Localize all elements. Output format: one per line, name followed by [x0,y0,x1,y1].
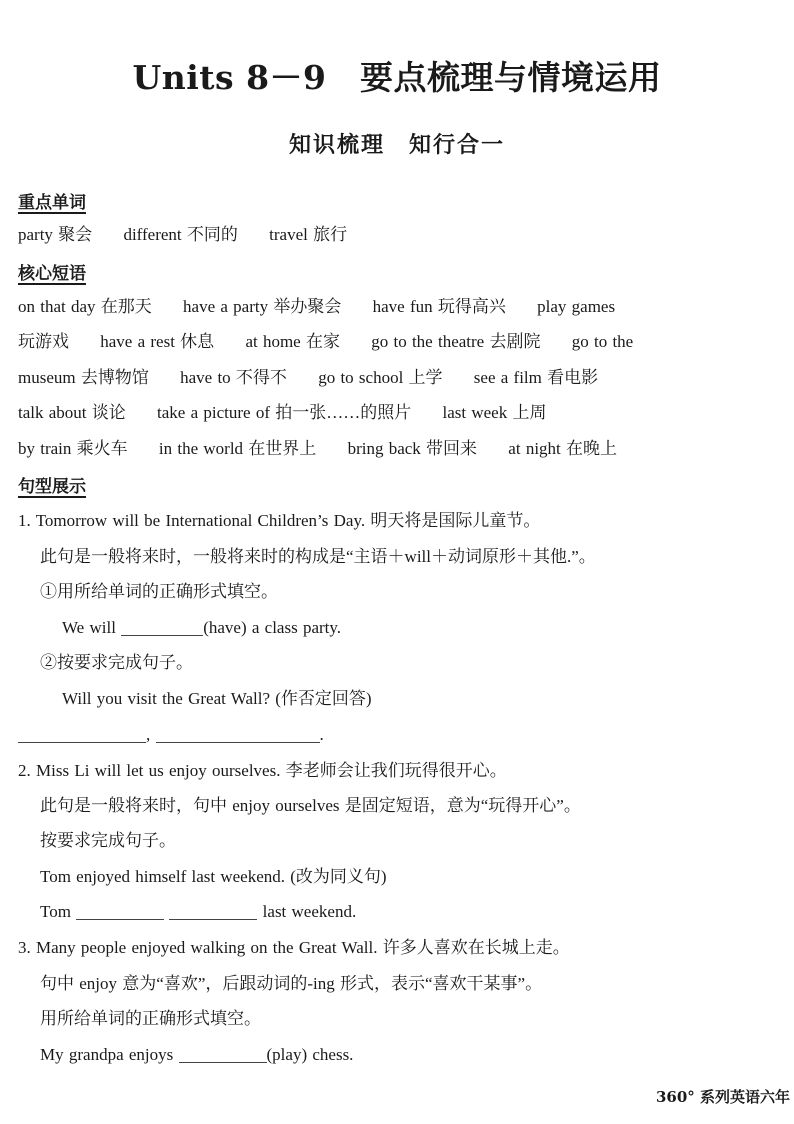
answer-blank[interactable] [76,902,164,920]
phrase-item: take a picture of 拍一张……的照片 [157,403,412,422]
sentence-3-exercise [40,1044,353,1066]
period: . [319,725,324,744]
word-item: travel 旅行 [269,225,348,244]
exercise-text: (have) a class party. [203,618,342,637]
page-title: Units 8－9 要点梳理与情境运用 [132,58,662,97]
exercise-text: last weekend. [262,902,357,921]
exercise-text: My grandpa enjoys [40,1045,174,1064]
phrase-line [18,438,617,460]
sentence-1-task2: ②按要求完成句子。 [40,653,193,672]
word-item: party 聚会 [18,225,93,244]
phrase-item: go to the [571,332,634,351]
section-key-phrases: 核心短语 [18,264,86,284]
sentence-2-explain: 此句是一般将来时，句中 enjoy ourselves 是固定短语，意为“玩得开心”。 [40,796,581,815]
phrase-item: by train 乘火车 [18,439,128,458]
sentence-1-exercise1 [62,617,341,639]
phrase-item: at home 在家 [245,332,340,351]
phrase-item: museum 去博物馆 [18,368,149,387]
section-sentence-patterns: 句型展示 [18,477,86,497]
phrase-item: in the world 在世界上 [158,439,317,458]
exercise-text: (play) chess. [266,1045,354,1064]
sentence-2-exercise: Tom enjoyed himself last weekend. (改为同义句) [40,867,387,886]
sentence-3-head: 3. Many people enjoyed walking on the Great Wall. 许多人喜欢在长城上走。 [18,938,570,957]
sentence-2-head: 2. Miss Li will let us enjoy ourselves. 李老师会让我们玩得很开心。 [18,761,507,780]
answer-blank[interactable] [179,1045,267,1063]
phrase-item: play games [537,297,616,316]
sentence-1-head: 1. Tomorrow will be International Children’s Day. 明天将是国际儿童节。 [18,511,541,530]
phrase-item: have fun 玩得高兴 [372,297,506,316]
sentence-3-explain: 句中 enjoy 意为“喜欢”，后跟动词的-ing 形式，表示“喜欢干某事”。 [40,974,543,993]
answer-blank[interactable] [18,725,146,743]
exercise-text: We will [62,618,116,637]
comma: , [146,725,151,744]
phrase-item: at night 在晚上 [508,439,618,458]
phrase-item: have a party 举办聚会 [183,297,342,316]
phrase-item: bring back 带回来 [347,439,478,458]
phrase-item: on that day 在那天 [18,297,152,316]
phrase-item: go to the theatre 去剧院 [371,332,541,351]
sentence-1-exercise2: Will you visit the Great Wall? (作否定回答) [62,689,372,708]
phrase-item: see a film 看电影 [473,368,599,387]
sentence-1-explain: 此句是一般将来时，一般将来时的构成是“主语＋will＋动词原形＋其他.”。 [40,547,596,566]
answer-blank[interactable] [169,902,257,920]
exercise-text: Tom [40,902,71,921]
section-key-words: 重点单词 [18,193,86,213]
sentence-2-answer-line [40,901,356,923]
word-item: different 不同的 [123,225,238,244]
page-subtitle: 知识梳理 知行合一 [288,133,505,158]
phrase-line [18,402,546,424]
phrase-line [18,296,615,318]
words-line [18,224,347,246]
phrase-item: 玩游戏 [18,332,69,351]
answer-blank[interactable] [121,618,203,636]
phrase-item: have a rest 休息 [100,332,215,351]
page-footer: 360° 系列英语六年 [655,1088,790,1106]
sentence-1-task1: ①用所给单词的正确形式填空。 [40,582,278,601]
phrase-item: last week 上周 [442,403,547,422]
sentence-2-task: 按要求完成句子。 [40,831,176,850]
phrase-item: go to school 上学 [318,368,443,387]
phrase-line [18,367,598,389]
answer-blank[interactable] [156,725,320,743]
phrase-item: talk about 谈论 [18,403,126,422]
sentence-1-answer-line [18,724,324,746]
sentence-3-task: 用所给单词的正确形式填空。 [40,1009,261,1028]
phrase-item: have to 不得不 [180,368,287,387]
phrase-line [18,331,633,353]
